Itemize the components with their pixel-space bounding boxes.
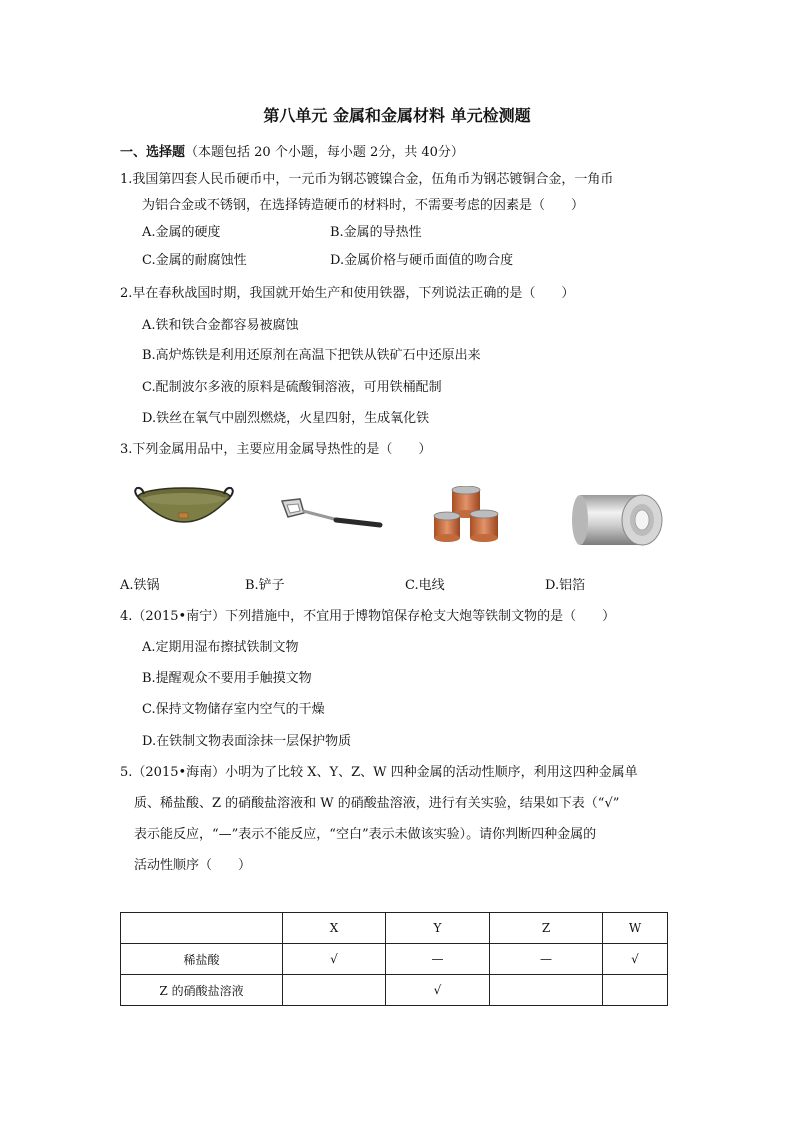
table-cell: √ <box>283 944 386 975</box>
q1-stem-line2: 为铝合金或不锈钢，在选择铸造硬币的材料时，不需要考虑的因素是（ ） <box>142 198 585 213</box>
q3-option-a: A.铁锅 <box>120 578 160 593</box>
copper-wire-image <box>430 486 502 546</box>
aluminum-foil-image <box>572 491 664 549</box>
q1-option-a: A.金属的硬度 <box>142 225 221 240</box>
wok-image <box>132 485 236 535</box>
table-cell <box>283 975 386 1006</box>
table-cell <box>603 975 668 1006</box>
table-header-cell <box>121 913 283 944</box>
spatula-image <box>278 495 384 531</box>
q1-stem-line1: 1.我国第四套人民币硬币中，一元币为钢芯镀镍合金，伍角币为钢芯镀铜合金，一角币 <box>120 172 614 187</box>
q3-option-b: B.铲子 <box>245 578 285 593</box>
q1-option-d: D.金属价格与硬币面值的吻合度 <box>330 253 514 268</box>
q2-option-b: B.高炉炼铁是利用还原剂在高温下把铁从铁矿石中还原出来 <box>142 348 481 363</box>
table-header-cell: W <box>603 913 668 944</box>
q3-option-c: C.电线 <box>405 578 445 593</box>
table-header-cell: Y <box>386 913 490 944</box>
q4-option-d: D.在铁制文物表面涂抹一层保护物质 <box>142 734 352 749</box>
q1-option-c: C.金属的耐腐蚀性 <box>142 253 247 268</box>
table-cell: — <box>386 944 490 975</box>
q5-stem-line3: 表示能反应，“—”表示不能反应，“空白”表示未做该实验）。请你判断四种金属的 <box>134 827 597 842</box>
q4-stem: 4.（2015•南宁）下列措施中，不宜用于博物馆保存枪支大炮等铁制文物的是（ ） <box>120 609 616 624</box>
q3-option-d: D.铝箔 <box>545 578 586 593</box>
table-cell: — <box>490 944 603 975</box>
results-table <box>120 912 668 1006</box>
q2-option-c: C.配制波尔多液的原料是硫酸铜溶液，可用铁桶配制 <box>142 380 442 395</box>
table-cell <box>490 975 603 1006</box>
q4-option-b: B.提醒观众不要用手触摸文物 <box>142 671 312 686</box>
page-title: 第八单元 金属和金属材料 单元检测题 <box>263 106 531 125</box>
table-cell: √ <box>386 975 490 1006</box>
q4-option-a: A.定期用湿布擦拭铁制文物 <box>142 640 299 655</box>
section-label: 一、选择题 <box>120 145 186 160</box>
table-row <box>121 944 668 975</box>
table-header-cell: Z <box>490 913 603 944</box>
q5-stem-line1: 5.（2015•海南）小明为了比较 X、Y、Z、W 四种金属的活动性顺序，利用这四种金属单 <box>120 765 638 780</box>
spool-right <box>470 510 498 542</box>
q5-stem-line4: 活动性顺序（ ） <box>134 858 252 873</box>
section-note: （本题包括 20 个小题，每小题 2分，共 40分） <box>185 145 464 160</box>
q2-option-d: D.铁丝在氧气中剧烈燃烧，火星四射，生成氧化铁 <box>142 411 430 426</box>
table-row <box>121 975 668 1006</box>
table-cell: √ <box>603 944 668 975</box>
q3-stem: 3.下列金属用品中，主要应用金属导热性的是（ ） <box>120 442 432 457</box>
section-heading <box>120 145 464 161</box>
q1-option-b: B.金属的导热性 <box>330 225 422 240</box>
table-cell: Z 的硝酸盐溶液 <box>121 975 283 1006</box>
table-cell: 稀盐酸 <box>121 944 283 975</box>
q2-option-a: A.铁和铁合金都容易被腐蚀 <box>142 318 299 333</box>
q5-stem-line2: 质、稀盐酸、Z 的硝酸盐溶液和 W 的硝酸盐溶液，进行有关实验，结果如下表（“√” <box>134 796 620 811</box>
table-header-row <box>121 913 668 944</box>
table-header-cell: X <box>283 913 386 944</box>
spool-left <box>434 512 460 542</box>
q4-option-c: C.保持文物储存室内空气的干燥 <box>142 702 325 717</box>
q2-stem: 2.早在春秋战国时期，我国就开始生产和使用铁器，下列说法正确的是（ ） <box>120 286 575 301</box>
